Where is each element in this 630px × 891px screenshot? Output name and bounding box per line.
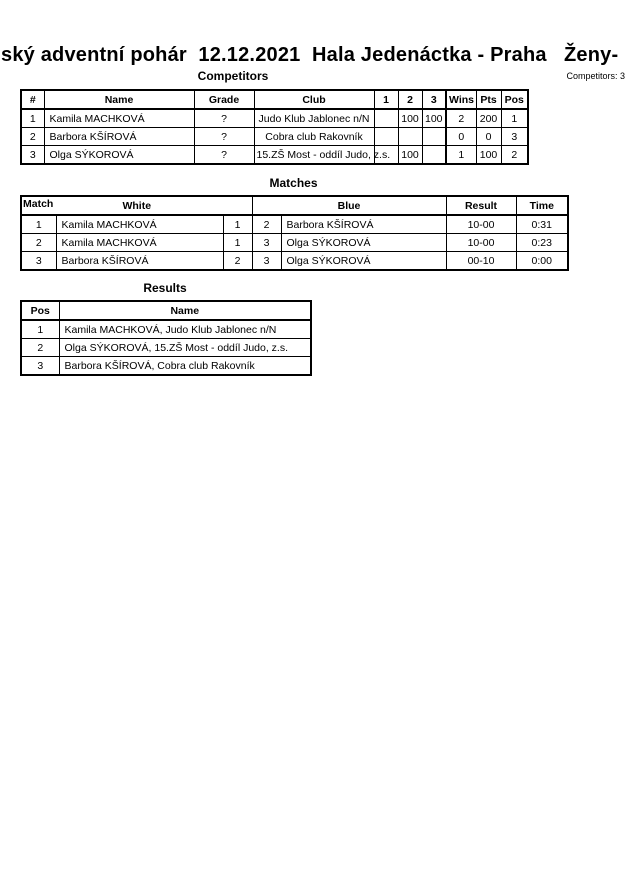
competitors-table <box>20 89 529 165</box>
match-white-name: Kamila MACHKOVÁ <box>56 234 223 252</box>
competitor-round3-score <box>422 146 446 165</box>
competitor-round1-score <box>374 128 398 146</box>
competitor-pts: 100 <box>476 146 501 165</box>
competitor-pts: 0 <box>476 128 501 146</box>
result-name: Olga SÝKOROVÁ, 15.ZŠ Most - oddíl Judo, z.s. <box>59 339 311 357</box>
matches-header-match-white <box>21 196 252 215</box>
competitor-grade: ? <box>194 146 254 165</box>
competitors-header-pts: Pts <box>476 90 501 109</box>
competitor-num: 2 <box>21 128 44 146</box>
competitor-round3-score: 100 <box>422 109 446 128</box>
match-result: 10-00 <box>446 215 516 234</box>
competitor-pos: 3 <box>501 128 528 146</box>
match-white-seed: 2 <box>223 252 252 271</box>
competitors-header-round1: 1 <box>374 90 398 109</box>
match-white-seed: 1 <box>223 234 252 252</box>
competitors-heading: Competitors <box>197 69 269 83</box>
competitor-name: Kamila MACHKOVÁ <box>44 109 194 128</box>
competitor-round2-score: 100 <box>398 146 422 165</box>
competitor-row <box>21 128 528 146</box>
result-pos: 3 <box>21 357 59 376</box>
match-row <box>21 234 568 252</box>
match-time: 0:00 <box>516 252 568 271</box>
competitors-header-grade: Grade <box>194 90 254 109</box>
competitor-wins: 1 <box>446 146 476 165</box>
matches-table <box>20 195 569 271</box>
competitor-round2-score <box>398 128 422 146</box>
competitors-header-pos: Pos <box>501 90 528 109</box>
competitor-club: Judo Klub Jablonec n/N <box>254 109 374 128</box>
competitor-grade: ? <box>194 109 254 128</box>
result-pos: 1 <box>21 320 59 339</box>
page-title: ský adventní pohár 12.12.2021 Hala Jedenáctka - Praha Ženy- <box>1 44 619 66</box>
match-blue-name: Olga SÝKOROVÁ <box>281 234 446 252</box>
match-white-name: Barbora KŠÍROVÁ <box>56 252 223 271</box>
competitor-round2-score: 100 <box>398 109 422 128</box>
matches-header-row <box>21 196 568 215</box>
match-white-name: Kamila MACHKOVÁ <box>56 215 223 234</box>
competitor-row <box>21 146 528 165</box>
matches-header-result: Result <box>446 196 516 215</box>
results-header-name: Name <box>59 301 311 320</box>
match-row <box>21 215 568 234</box>
match-result: 10-00 <box>446 234 516 252</box>
competitors-header-name: Name <box>44 90 194 109</box>
competitor-wins: 2 <box>446 109 476 128</box>
matches-header-white: White <box>122 199 152 212</box>
competitors-header-wins: Wins <box>446 90 476 109</box>
competitor-grade: ? <box>194 128 254 146</box>
result-row <box>21 339 311 357</box>
competitors-header-round3: 3 <box>422 90 446 109</box>
competitor-pos: 1 <box>501 109 528 128</box>
results-table <box>20 300 312 376</box>
match-result: 00-10 <box>446 252 516 271</box>
result-pos: 2 <box>21 339 59 357</box>
match-number: 2 <box>21 234 56 252</box>
result-name: Barbora KŠÍROVÁ, Cobra club Rakovník <box>59 357 311 376</box>
competitor-pos: 2 <box>501 146 528 165</box>
competitor-club: 15.ZŠ Most - oddíl Judo, z.s. <box>254 146 374 165</box>
results-heading: Results <box>143 281 187 295</box>
matches-heading: Matches <box>269 176 318 190</box>
competitors-header-club: Club <box>254 90 374 109</box>
match-number: 1 <box>21 215 56 234</box>
matches-header-match: Match <box>23 198 54 210</box>
match-time: 0:23 <box>516 234 568 252</box>
results-header-row <box>21 301 311 320</box>
match-blue-name: Barbora KŠÍROVÁ <box>281 215 446 234</box>
competitor-num: 3 <box>21 146 44 165</box>
result-name: Kamila MACHKOVÁ, Judo Klub Jablonec n/N <box>59 320 311 339</box>
match-blue-seed: 3 <box>252 234 281 252</box>
match-blue-seed: 2 <box>252 215 281 234</box>
result-row <box>21 320 311 339</box>
competitor-name: Barbora KŠÍROVÁ <box>44 128 194 146</box>
match-number: 3 <box>21 252 56 271</box>
competitor-round3-score <box>422 128 446 146</box>
match-white-seed: 1 <box>223 215 252 234</box>
competitor-name: Olga SÝKOROVÁ <box>44 146 194 165</box>
match-blue-name: Olga SÝKOROVÁ <box>281 252 446 271</box>
match-time: 0:31 <box>516 215 568 234</box>
competitors-count-label: Competitors: 3 <box>566 71 625 81</box>
match-row <box>21 252 568 271</box>
competitors-header-round2: 2 <box>398 90 422 109</box>
competitor-round1-score <box>374 109 398 128</box>
results-header-pos: Pos <box>21 301 59 320</box>
competitor-num: 1 <box>21 109 44 128</box>
matches-header-blue: Blue <box>252 196 446 215</box>
competitors-header-num: # <box>21 90 44 109</box>
competitor-pts: 200 <box>476 109 501 128</box>
competitors-header-row <box>21 90 528 109</box>
result-row <box>21 357 311 376</box>
competitor-row <box>21 109 528 128</box>
competitor-wins: 0 <box>446 128 476 146</box>
competitor-club: Cobra club Rakovník <box>254 128 374 146</box>
match-blue-seed: 3 <box>252 252 281 271</box>
matches-header-time: Time <box>516 196 568 215</box>
